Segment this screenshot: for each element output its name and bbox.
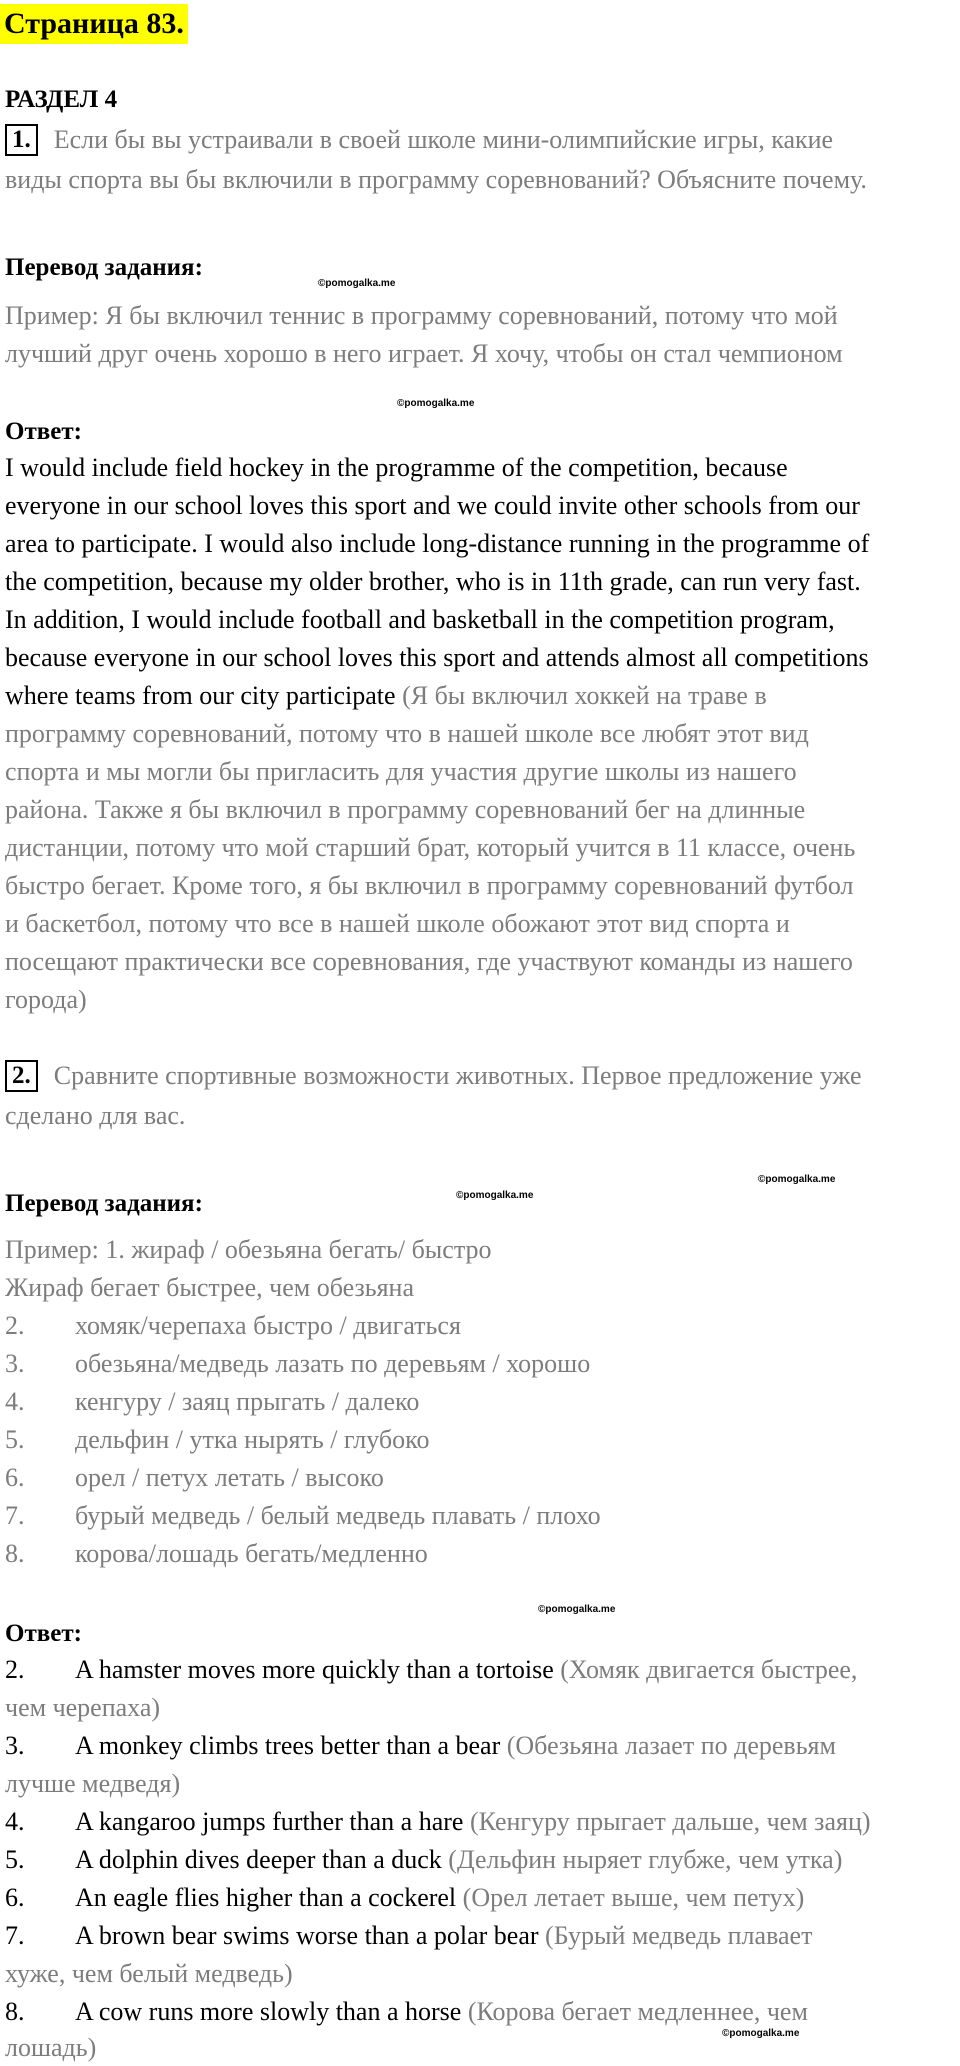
watermark: ©pomogalka.me <box>722 2028 800 2039</box>
task1-answer-translation-line: посещают практически все соревнования, где участвуют команды из нашего <box>5 947 853 976</box>
task2-item: 7. бурый медведь / белый медведь плавать / плохо <box>5 1501 601 1530</box>
task1-answer-line: area to participate. I would also include long-distance running in the programme of <box>5 529 870 558</box>
task1-answer-heading: Ответ: <box>5 418 82 445</box>
task1-answer-line: everyone in our school loves this sport and we could invite other schools from our <box>5 491 860 520</box>
task1-answer-translation-line: города) <box>5 985 87 1014</box>
watermark: ©pomogalka.me <box>318 278 396 289</box>
task2-question-line1: 2. Сравните спортивные возможности животных. Первое предложение уже <box>5 1058 862 1094</box>
task2-item: 8. корова/лошадь бегать/медленно <box>5 1539 428 1568</box>
task1-question-line1: 1. Если бы вы устраивали в своей школе мини-олимпийские игры, какие <box>5 122 833 158</box>
task2-example-line1: Пример: 1. жираф / обезьяна бегать/ быстро <box>5 1235 492 1264</box>
task2-answer-item: 3. A monkey climbs trees better than a bear (Обезьяна лазает по деревьям <box>5 1731 836 1760</box>
task1-answer-line: the competition, because my older brother, who is in 11th grade, can run very fast. <box>5 567 861 596</box>
task2-answer-item: 7. A brown bear swims worse than a polar bear (Бурый медведь плавает <box>5 1921 813 1950</box>
task1-translation-line1: Пример: Я бы включил теннис в программу соревнований, потому что мой <box>5 301 838 330</box>
task2-answer-continuation: чем черепаха) <box>5 1693 161 1722</box>
section-heading: РАЗДЕЛ 4 <box>5 86 118 113</box>
task2-translation-heading: Перевод задания: <box>5 1190 203 1217</box>
watermark: ©pomogalka.me <box>758 1174 836 1185</box>
task1-answer-translation-line: и баскетбол, потому что все в нашей школе обожают этот вид спорта и <box>5 909 790 938</box>
task1-answer-line: where teams from our city participate (Я бы включил хоккей на траве в <box>5 681 767 710</box>
task2-answer-heading: Ответ: <box>5 1620 82 1647</box>
task2-question-line2: сделано для вас. <box>5 1101 186 1130</box>
task2-item: 5. дельфин / утка нырять / глубоко <box>5 1425 430 1454</box>
task2-item: 6. орел / петух летать / высоко <box>5 1463 384 1492</box>
task1-answer-translation-line: быстро бегает. Кроме того, я бы включил в программу соревнований футбол <box>5 871 854 900</box>
task1-answer-line: In addition, I would include football and basketball in the competition program, <box>5 605 835 634</box>
task2-answer-item: 5. A dolphin dives deeper than a duck (Дельфин ныряет глубже, чем утка) <box>5 1845 843 1874</box>
watermark: ©pomogalka.me <box>538 1604 616 1615</box>
task2-item: 3. обезьяна/медведь лазать по деревьям / хорошо <box>5 1349 591 1378</box>
task2-answer-continuation: хуже, чем белый медведь) <box>5 1959 293 1988</box>
task2-item: 2. хомяк/черепаха быстро / двигаться <box>5 1311 461 1340</box>
task1-translation-line2: лучший друг очень хорошо в него играет. Я хочу, чтобы он стал чемпионом <box>5 339 843 368</box>
task1-number-box: 1. <box>5 124 38 156</box>
watermark: ©pomogalka.me <box>397 398 475 409</box>
task1-question-line2: виды спорта вы бы включили в программу соревнований? Объясните почему. <box>5 165 867 194</box>
task1-answer-translation-line: спорта и мы могли бы пригласить для участия другие школы из нашего <box>5 757 797 786</box>
task2-answer-item: 4. A kangaroo jumps further than a hare (Кенгуру прыгает дальше, чем заяц) <box>5 1807 871 1836</box>
task1-answer-translation-line: района. Также я бы включил в программу соревнований бег на длинные <box>5 795 806 824</box>
task2-answer-continuation: лучше медведя) <box>5 1769 181 1798</box>
task1-answer-line: because everyone in our school loves this sport and attends almost all competitions <box>5 643 869 672</box>
task1-answer-translation-line: дистанции, потому что мой старший брат, который учится в 11 классе, очень <box>5 833 856 862</box>
task1-translation-heading: Перевод задания: <box>5 254 203 281</box>
task2-answer-item: 2. A hamster moves more quickly than a tortoise (Хомяк двигается быстрее, <box>5 1655 858 1684</box>
watermark: ©pomogalka.me <box>456 1190 534 1201</box>
task1-answer-translation-line: программу соревнований, потому что в нашей школе все любят этот вид <box>5 719 809 748</box>
task2-answer-item: 8. A cow runs more slowly than a horse (Корова бегает медленнее, чем <box>5 1997 808 2026</box>
task2-number-box: 2. <box>5 1060 38 1092</box>
task2-answer-item: 6. An eagle flies higher than a cockerel (Орел летает выше, чем петух) <box>5 1883 805 1912</box>
page-title: Страница 83. <box>0 4 188 44</box>
task2-item: 4. кенгуру / заяц прыгать / далеко <box>5 1387 420 1416</box>
task2-example-line2: Жираф бегает быстрее, чем обезьяна <box>5 1273 414 1302</box>
task2-answer-continuation: лошадь) <box>5 2033 97 2062</box>
task1-answer-line: I would include field hockey in the programme of the competition, because <box>5 453 788 482</box>
